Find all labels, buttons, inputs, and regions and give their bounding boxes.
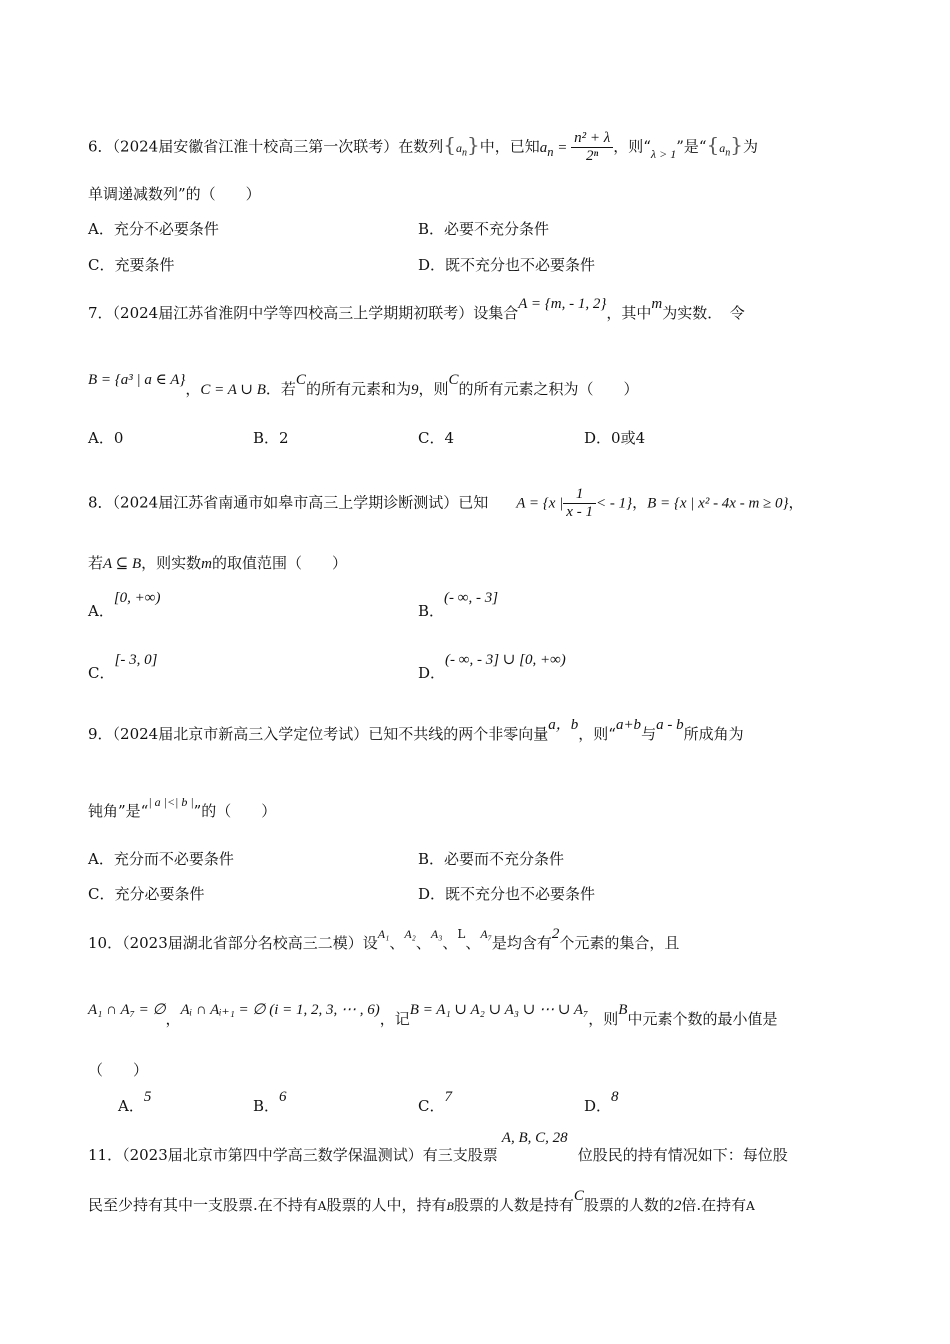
q10-option-d: D．8 xyxy=(584,1089,619,1115)
q10-union: B = A₁ ∪ A₂ ∪ A₃ ∪ ⋯ ∪ A₇ xyxy=(409,1002,589,1018)
q8-option-d: D．(- ∞, - 3] ∪ [0, +∞) xyxy=(418,652,566,682)
q7-stem: 7．（2024届江苏省淮阴中学等四校高三上学期期初联考）设集合A = {m, - 1, 2}，其中m为实数． 令 xyxy=(88,296,745,322)
q8-option-b: B．(- ∞, - 3] xyxy=(418,590,499,620)
q10-stem-line2: A₁ ∩ A₇ = ∅，Aᵢ ∩ Aᵢ₊₁ = ∅ (i = 1, 2, 3, ⋯ , 6)，记B = A₁ ∪ A₂ ∪ A₃ ∪ ⋯ ∪ A₇，则B中元素个数的最小值是 xyxy=(88,1002,778,1028)
q10-number: 10． xyxy=(88,934,123,952)
q7-set-b: B = {a³ | a ∈ A} xyxy=(88,372,186,388)
q9-vectors: a，b xyxy=(548,717,579,733)
q8-option-a: A．[0, +∞) xyxy=(88,590,161,620)
q8-stem: 8．（2024届江苏省南通市如皋市高三上学期诊断测试）已知 A = {x | $\frac{1}{x - 1}$ < - 1}，B = {x | x² - 4x - m ≥ 0}， xyxy=(88,486,804,520)
q10-option-b: B．6 xyxy=(253,1089,287,1115)
q7-option-b: B．2 xyxy=(253,429,289,447)
q7-set-a: A = {m, - 1, 2} xyxy=(518,296,607,312)
q9-number: 9． xyxy=(88,725,113,743)
q10-condition-2: Aᵢ ∩ Aᵢ₊₁ = ∅ (i = 1, 2, 3, ⋯ , 6) xyxy=(180,1002,380,1018)
q10-option-c: C．7 xyxy=(418,1089,452,1115)
q9-source: （2024届北京市新高三入学定位考试） xyxy=(112,725,369,743)
q6-fraction: $\frac{\text{n² + λ}}{\text{2ⁿ}}$ xyxy=(571,130,613,165)
q6-formula: $a_n$ = xyxy=(539,139,572,159)
q7-set-c: C = A ∪ B xyxy=(200,382,266,398)
q7-option-d: D．0或4 xyxy=(584,429,646,447)
q11-stem: 11．（2023届北京市第四中学高三数学保温测试）有三支股票A, B, C, 28位股民的持有情况如下：每位股 xyxy=(88,1130,788,1164)
q10-source: （2023届湖北省部分名校高三二模） xyxy=(122,934,363,952)
q9-option-d: D．既不充分也不必要条件 xyxy=(418,885,596,903)
q7-number: 7． xyxy=(88,304,113,322)
q9-stem-line2: 钝角”是“$^{| a |<| b |}$”的（ ） xyxy=(88,795,277,820)
q6-option-b: B．必要不充分条件 xyxy=(418,220,550,238)
q10-option-a: A．5 xyxy=(118,1089,152,1115)
q11-source: （2023届北京市第四中学高三数学保温测试） xyxy=(122,1146,423,1164)
q9-option-b: B．必要而不充分条件 xyxy=(418,850,565,868)
q6-source: （2024届安徽省江淮十校高三第一次联考） xyxy=(112,137,399,156)
q6-number: 6． xyxy=(88,137,113,156)
q8-number: 8． xyxy=(88,493,113,512)
q7-stem-line2: B = {a³ | a ∈ A}，C = A ∪ B．若C的所有元素和为9，则C的所有元素之积为（ ） xyxy=(88,372,639,398)
q9-option-c: C．充分必要条件 xyxy=(88,885,205,903)
q7-source: （2024届江苏省淮阴中学等四校高三上学期期初联考） xyxy=(112,304,474,322)
q8-option-c: C．[- 3, 0] xyxy=(88,652,158,682)
q10-stem: 10．（2023届湖北省部分名校高三二模）设$^{A_1}$、$^{A_2}$、$^{A_3}$、$^L$、$^{A_7}$是均含有2个元素的集合，且 xyxy=(88,926,680,952)
q11-stocks: A, B, C, 28 xyxy=(501,1130,568,1146)
q8-source: （2024届江苏省南通市如皋市高三上学期诊断测试） xyxy=(112,493,459,512)
q11-number: 11． xyxy=(88,1146,123,1164)
q9-stem: 9．（2024届北京市新高三入学定位考试）已知不共线的两个非零向量a，b，则“a+b与a - b所成角为 xyxy=(88,717,744,743)
q9-condition: | a |<| b | xyxy=(148,795,194,809)
q6-stem-line2: 单调递减数列”的（ ） xyxy=(88,185,261,203)
q11-stem-line2: 民至少持有其中一支股票.在不持有A股票的人中，持有B股票的人数是持有C股票的人数的2倍.在持有A xyxy=(88,1188,755,1214)
q6-option-d: D．既不充分也不必要条件 xyxy=(418,256,596,274)
q8-set-b: B = {x | x² - 4x - m ≥ 0} xyxy=(647,495,789,512)
q10-condition-1: A₁ ∩ A₇ = ∅ xyxy=(88,1002,166,1018)
q6-option-c: C．充要条件 xyxy=(88,256,175,274)
q6-seq: $a_n$ xyxy=(455,140,467,158)
q7-option-a: A．0 xyxy=(88,429,124,447)
q8-set-a: A = {x | xyxy=(516,495,564,512)
q6-condition: λ > 1 xyxy=(650,146,677,161)
q10-answer-paren: （ ） xyxy=(88,1061,149,1079)
q6-stem: 6．（2024届安徽省江淮十校高三第一次联考）在数列$\{a_n\}$中，已知$a_n$ = $\frac{\text{n² + λ}}{\text{2ⁿ}}$ ，则“$_{\lambda > 1}$”是“$\{a_n\}$为 xyxy=(88,130,759,164)
q9-option-a: A．充分而不必要条件 xyxy=(88,850,234,868)
q7-option-c: C．4 xyxy=(418,429,455,447)
q8-stem-line2: 若A ⊆ B，则实数m的取值范围（ ） xyxy=(88,554,348,572)
q6-option-a: A．充分不必要条件 xyxy=(88,220,219,238)
